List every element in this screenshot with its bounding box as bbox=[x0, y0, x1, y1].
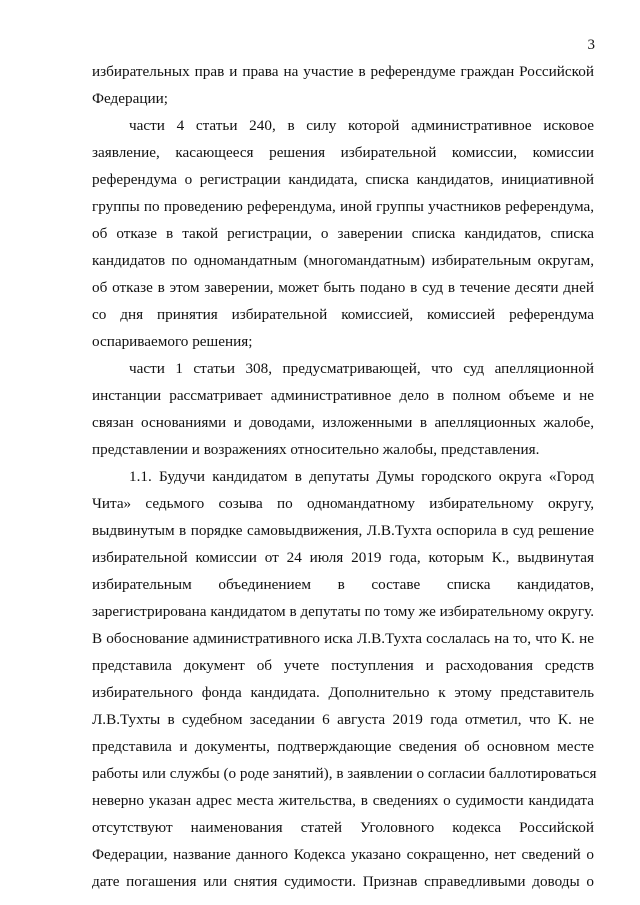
text-line: связан основаниями и доводами, изложенными в апелляционных жалобе, bbox=[92, 414, 594, 431]
text-line: избирательным объединением в составе списка кандидатов, bbox=[92, 576, 594, 593]
text-line: об отказе в такой регистрации, о заверении списка кандидатов, списка bbox=[92, 225, 594, 242]
text-line: отсутствуют наименования статей Уголовного кодекса Российской bbox=[92, 819, 594, 836]
text-line: зарегистрирована кандидатом в депутаты по тому же избирательному округу. bbox=[92, 603, 594, 620]
text-line: части 4 статьи 240, в силу которой административное исковое bbox=[129, 117, 594, 134]
text-line: избирательных прав и права на участие в референдуме граждан Российской bbox=[92, 63, 594, 80]
text-line: выдвинутым в порядке самовыдвижения, Л.В.Тухта оспорила в суд решение bbox=[92, 522, 594, 539]
text-line: Л.В.Тухты в судебном заседании 6 августа 2019 года отметил, что К. не bbox=[92, 711, 594, 728]
text-line: В обоснование административного иска Л.В.Тухта сослалась на то, что К. не bbox=[92, 630, 594, 647]
text-line: группы по проведению референдума, иной группы участников референдума, bbox=[92, 198, 594, 215]
text-line: кандидатов по одномандатным (многомандатным) избирательным округам, bbox=[92, 252, 594, 269]
text-line: 1.1. Будучи кандидатом в депутаты Думы городского округа «Город bbox=[129, 468, 594, 485]
text-line: избирательного фонда кандидата. Дополнительно к этому представитель bbox=[92, 684, 594, 701]
text-line: представила документ об учете поступления и расходования средств bbox=[92, 657, 594, 674]
text-line: об отказе в этом заверении, может быть подано в суд в течение десяти дней bbox=[92, 279, 594, 296]
text-line: представила и документы, подтверждающие сведения об основном месте bbox=[92, 738, 594, 755]
document-body bbox=[92, 62, 597, 899]
text-line: работы или службы (о роде занятий), в заявлении о согласии баллотироваться bbox=[92, 765, 597, 782]
text-line: дате погашения или снятия судимости. Признав справедливыми доводы о bbox=[92, 873, 594, 890]
text-line: представлении и возражениях относительно жалобы, представления. bbox=[92, 441, 540, 458]
text-line: части 1 статьи 308, предусматривающей, что суд апелляционной bbox=[129, 360, 594, 377]
text-line: Федерации; bbox=[92, 90, 168, 107]
text-line: Чита» седьмого созыва по одномандатному избирательному округу, bbox=[92, 495, 594, 512]
page-number: 3 bbox=[587, 37, 595, 53]
text-line: инстанции рассматривает административное дело в полном объеме и не bbox=[92, 387, 594, 404]
text-line: со дня принятия избирательной комиссией, комиссией референдума bbox=[92, 306, 594, 323]
text-line: оспариваемого решения; bbox=[92, 333, 253, 350]
text-line: референдума о регистрации кандидата, списка кандидатов, инициативной bbox=[92, 171, 594, 188]
text-line: неверно указан адрес места жительства, в сведениях о судимости кандидата bbox=[92, 792, 594, 809]
text-line: Федерации, название данного Кодекса указано сокращенно, нет сведений о bbox=[92, 846, 594, 863]
text-line: избирательной комиссии от 24 июля 2019 года, которым К., выдвинутая bbox=[92, 549, 594, 566]
text-line: заявление, касающееся решения избирательной комиссии, комиссии bbox=[92, 144, 594, 161]
